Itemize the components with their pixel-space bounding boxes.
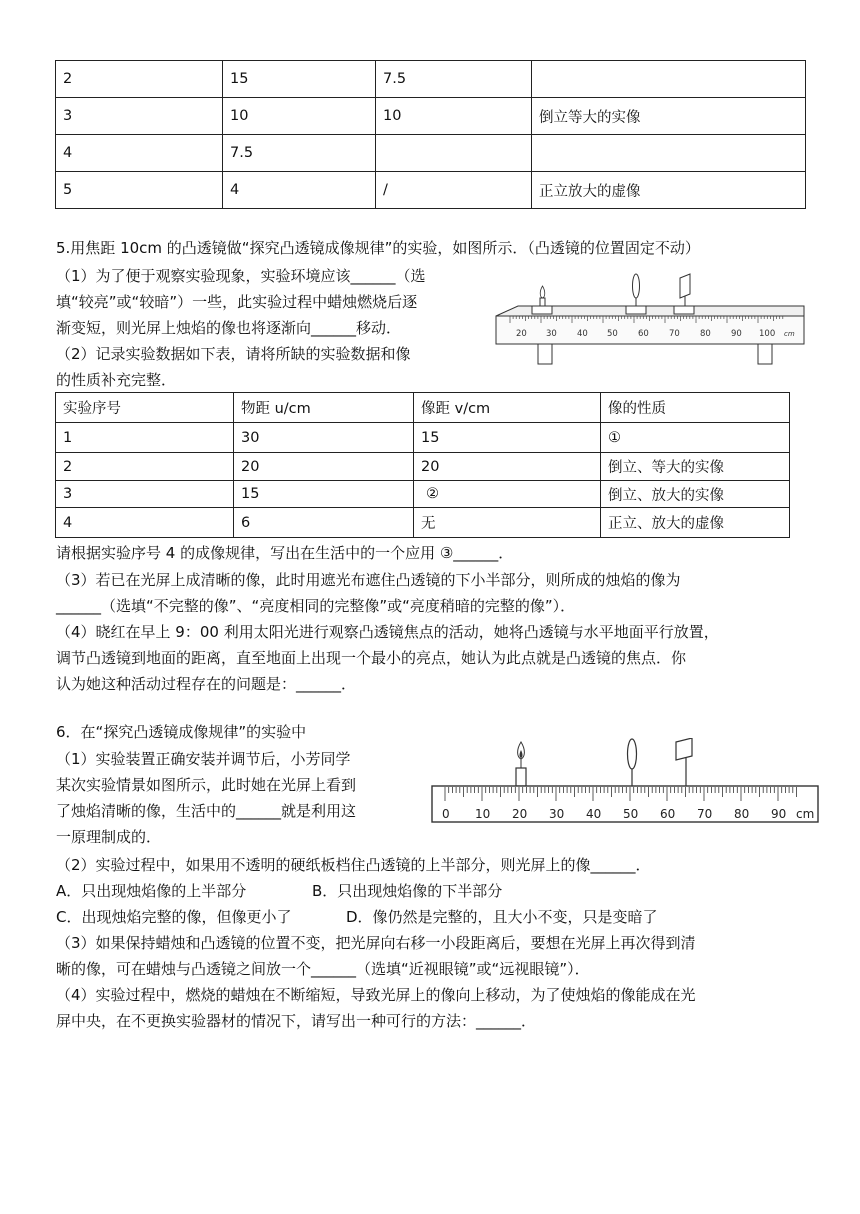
q5-p4-line1: （4）晓红在早上 9：00 利用太阳光进行观察凸透镜焦点的活动，她将凸透镜与水平地面平行放置， [56,623,719,641]
ruler-label: 70 [697,807,713,821]
table-cell: 4 [56,135,223,172]
q6-p3-line2: 晰的像，可在蜡烛与凸透镜之间放一个______（选填“近视眼镜”或“远视眼镜”）． [56,960,590,978]
ruler-label: 60 [638,329,649,339]
table-row [56,98,806,135]
table-cell: 3 [56,98,223,135]
q5-p2-line3: 请根据实验序号 4 的成像规律，写出在生活中的一个应用 ③______． [56,544,514,562]
ruler-label: 50 [607,329,618,339]
q6-option-b: B．只出现烛焰像的下半部分 [312,882,503,900]
table-continued [55,60,806,209]
q6-title: 6．在“探究凸透镜成像规律”的实验中 [56,723,307,741]
table-row [56,508,790,538]
q6-p1-line3: 了烛焰清晰的像，生活中的______就是利用这 [56,802,357,820]
table-cell: 15 [234,481,414,508]
q5-p2-line1: （2）记录实验数据如下表，请将所缺的实验数据和像 [56,345,411,363]
q6-p3-line1: （3）如果保持蜡烛和凸透镜的位置不变，把光屏向右移一小段距离后，要想在光屏上再次得到清 [56,934,696,952]
column-header: 像距 v/cm [414,393,601,423]
ruler-label: 90 [771,807,787,821]
ruler-label: 40 [577,329,588,339]
ruler-label: 100 [759,329,776,339]
ruler-unit: cm [784,330,795,338]
q6-p1-line1: （1）实验装置正确安装并调节后，小芳同学 [56,750,351,768]
table-cell: 倒立、等大的实像 [601,453,790,481]
table-cell: 无 [414,508,601,538]
table-row [56,135,806,172]
ruler-label: 10 [475,807,491,821]
table-cell: 3 [56,481,234,508]
table-row [56,481,790,508]
table-row [56,61,806,98]
q5-p3-line1: （3）若已在光屏上成清晰的像，此时用遮光布遮住凸透镜的下小半部分，则所成的烛焰的像为 [56,571,681,589]
ruler-label: 70 [669,329,680,339]
ruler-unit: cm [796,807,815,821]
q6-ruler-diagram [430,738,820,826]
q5-data-table [55,392,790,538]
q5-p3-line2: ______（选填“不完整的像”、“亮度相同的完整像”或“亮度稍暗的完整的像”）． [56,597,576,615]
table-cell: ① [601,423,790,453]
q6-p4-line2: 屏中央，在不更换实验器材的情况下，请写出一种可行的方法：______． [56,1012,537,1030]
optical-bench-diagram [488,272,808,372]
table-cell: / [376,172,532,209]
q6-option-c: C．出现烛焰完整的像，但像更小了 [56,908,292,926]
q5-title: 5.用焦距 10cm 的凸透镜做“探究凸透镜成像规律”的实验，如图所示．（凸透镜的位置固定不动） [56,239,700,257]
q5-p1-line1: （1）为了便于观察实验现象，实验环境应该______（选 [56,267,426,285]
table-cell: 10 [223,98,376,135]
column-header: 实验序号 [56,393,234,423]
q5-p2-line2: 的性质补充完整． [56,371,177,389]
table-cell: 10 [376,98,532,135]
ruler-label: 80 [734,807,750,821]
q6-p2-line1: （2）实验过程中，如果用不透明的硬纸板档住凸透镜的上半部分，则光屏上的像______． [56,856,651,874]
table-cell: 1 [56,423,234,453]
q5-p4-line3: 认为她这种活动过程存在的问题是：______． [56,675,357,693]
ruler-label: 40 [586,807,602,821]
table-cell: 7.5 [376,61,532,98]
table-cell: 正立放大的虚像 [532,172,806,209]
ruler-label: 60 [660,807,676,821]
table-cell: 15 [223,61,376,98]
table-cell: 倒立等大的实像 [532,98,806,135]
q5-p4-line2: 调节凸透镜到地面的距离，直至地面上出现一个最小的亮点，她认为此点就是凸透镜的焦点．你 [56,649,687,667]
table-cell: 倒立、放大的实像 [601,481,790,508]
table-row [56,172,806,209]
q5-p1-line3: 渐变短，则光屏上烛焰的像也将逐渐向______移动． [56,319,402,337]
ruler-label: 30 [549,807,565,821]
table-cell: 6 [234,508,414,538]
table-cell: 20 [234,453,414,481]
column-header: 像的性质 [601,393,790,423]
table-cell: 2 [56,453,234,481]
table-cell: 5 [56,172,223,209]
q6-p1-line2: 某次实验情景如图所示，此时她在光屏上看到 [56,776,357,794]
table-cell [532,135,806,172]
table-cell: ② [414,481,601,508]
ruler-label: 20 [512,807,528,821]
table-cell: 正立、放大的虚像 [601,508,790,538]
ruler-label: 90 [731,329,742,339]
table-cell [376,135,532,172]
q6-option-d: D．像仍然是完整的，且大小不变，只是变暗了 [346,908,658,926]
table-cell: 15 [414,423,601,453]
ruler-label: 20 [516,329,527,339]
table-cell: 2 [56,61,223,98]
table-cell: 7.5 [223,135,376,172]
ruler-label: 50 [623,807,639,821]
table-cell [532,61,806,98]
table-cell: 4 [223,172,376,209]
q6-p1-line4: 一原理制成的． [56,828,162,846]
table-header-row [56,393,790,423]
ruler-label: 80 [700,329,711,339]
ruler-label: 30 [546,329,557,339]
column-header: 物距 u/cm [234,393,414,423]
table-cell: 20 [414,453,601,481]
q6-p4-line1: （4）实验过程中，燃烧的蜡烛在不断缩短，导致光屏上的像向上移动，为了使烛焰的像能成在光 [56,986,696,1004]
ruler-label: 0 [442,807,450,821]
q5-p1-line2: 填“较亮”或“较暗”）一些，此实验过程中蜡烛燃烧后逐 [56,293,418,311]
q6-option-a: A．只出现烛焰像的上半部分 [56,882,247,900]
table-cell: 4 [56,508,234,538]
table-cell: 30 [234,423,414,453]
table-row [56,453,790,481]
table-row [56,423,790,453]
